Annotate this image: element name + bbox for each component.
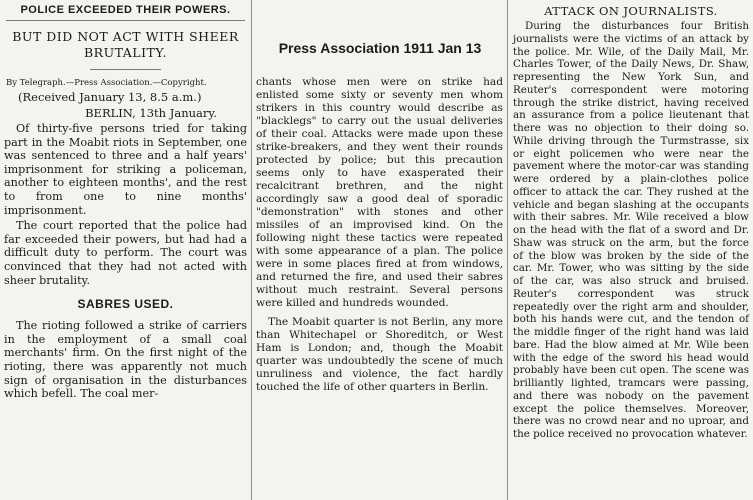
divider-short <box>90 69 161 70</box>
article-paragraph: Of thirty-five persons tried for taking part in the Moabit riots in September, one was sentenced to three and a half years' imprisonment for striking a policeman, another to eighteen months', and the rest to from one to nine months' imprisonment. <box>4 122 247 217</box>
subheadline-brutality: BUT DID NOT ACT WITH SHEER BRUTALITY. <box>12 29 239 60</box>
document-title: Press Association 1911 Jan 13 <box>278 40 482 56</box>
article-paragraph: chants whose men were on strike had enlisted some sixty or seventy men whom strikers in this country would describe as "blacklegs" to carry out the usual deliveries of their coal. Attacks were made upon these strike-breakers, and they went their rounds protected by police; but this precaution seems only to have exasperated their recalcitrant brethren, and the night accordingly saw a good deal of sporadic "demonstration" with stones and other missiles of an improvised kind. On the following night these tactics were repeated with some appearance of a plan. The police were in some places fired at from windows, and returned the fire, and used their sabres without much restraint. Several persons were killed and hundreds wounded. <box>256 76 503 309</box>
headline-attack-journalists: ATTACK ON JOURNALISTS. <box>544 4 718 18</box>
column-rule <box>507 0 508 500</box>
column-rule <box>251 0 252 500</box>
article-paragraph: During the disturbances four British journalists were the victims of an attack by the police. Mr. Wile, of the Daily Mail, Mr. Charles Tower, of the Daily News, Dr. Shaw, representing the New York Sun, and Reuter's correspondent were motoring through the strike district, having received an assurance from a police lieutenant that there was no objection to their doing so. While driving through the Turmstrasse, six or eight policemen who were near the pavement where the motor-car was standing were ordered by a plain-clothes police officer to attack the car. They rushed at the vehicle and began slashing at the occupants with their sabres. Mr. Wile received a blow on the head with the flat of a sword and Dr. Shaw was struck on the arm, but the force of the blow was broken by the side of the car. Mr. Tower, who was sitting by the side of the car, was also struck and bruised. Reuter's correspondent was struck repeatedly over the right arm and shoulder, both his hands were cut, and the tendon of the middle finger of the right hand was laid bare. Had the blow aimed at Mr. Wile been with the edge of the sword his head would probably have been cut open. The scene was brilliantly lighted, tramcars were passing, and there was nobody on the pavement except the police themselves. Moreover, there was no crowd near and no uproar, and the police received no provocation whatever. <box>513 20 749 440</box>
article-text <box>254 76 506 394</box>
headline-police-exceeded: POLICE EXCEEDED THEIR POWERS. <box>20 4 231 16</box>
byline: By Telegraph.—Press Association.—Copyright. <box>6 78 207 88</box>
article-paragraph: The Moabit quarter is not Berlin, any more than Whitechapel or Shoreditch, or West Ham is London; and, though the Moabit quarter was undoubtedly the scene of much unruliness and violence, the fact hardly touched the life of other quarters in Berlin. <box>256 316 503 393</box>
article-paragraph: The rioting followed a strike of carriers in the employment of a small coal merchants' firm. On the first night of the rioting, there was apparently not much sign of organisation in the disturbances which befell. The coal mer- <box>4 319 247 401</box>
received-line: (Received January 13, 8.5 a.m.) <box>18 90 202 104</box>
column-middle <box>254 0 506 500</box>
divider <box>6 20 245 21</box>
dateline: BERLIN, 13th January. <box>85 106 217 120</box>
column-right <box>509 0 753 500</box>
column-left <box>0 0 251 500</box>
subhead-sabres-used: SABRES USED. <box>77 297 174 312</box>
article-paragraph: The court reported that the police had far exceeded their powers, but had had a difficult duty to perform. The court was convinced that they had not acted with sheer brutality. <box>4 219 247 287</box>
